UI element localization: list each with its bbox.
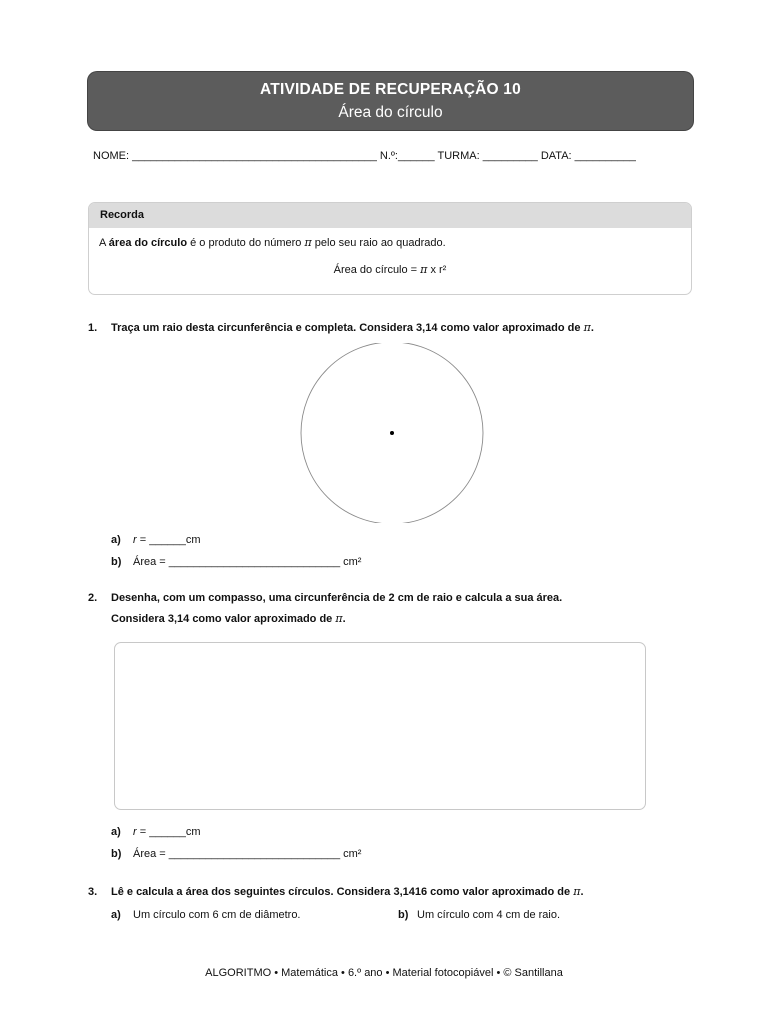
page-footer: ALGORITMO • Matemática • 6.º ano • Material fotocopiável • © Santillana bbox=[205, 967, 563, 979]
recall-text-pre: A bbox=[99, 237, 109, 249]
formula-post: x r² bbox=[427, 264, 447, 276]
recall-heading: Recorda bbox=[89, 203, 691, 228]
circumference-figure bbox=[296, 343, 486, 523]
question-end: . bbox=[580, 886, 584, 898]
recall-definition bbox=[99, 236, 446, 249]
answer-blank: = ______cm bbox=[136, 534, 201, 546]
q2-answer-b bbox=[111, 848, 361, 860]
question-text: Considera 3,14 como valor aproximado de bbox=[111, 613, 336, 625]
question-text: Desenha, com um compasso, uma circunferência de 2 cm de raio e calcula a sua área. bbox=[111, 592, 563, 604]
pi-symbol: π bbox=[420, 263, 428, 276]
pi-symbol: π bbox=[304, 236, 312, 249]
q3-item-a bbox=[111, 909, 301, 921]
item-label: b) bbox=[398, 909, 409, 921]
question-text: Traça um raio desta circunferência e completa. Considera 3,14 como valor aproximado de bbox=[111, 322, 584, 334]
answer-label: a) bbox=[111, 826, 121, 838]
answer-blank: = ______cm bbox=[136, 826, 201, 838]
answer-blank: Área = ____________________________ cm² bbox=[133, 556, 362, 568]
question-2-line2 bbox=[111, 612, 346, 625]
question-number: 1. bbox=[88, 322, 98, 334]
answer-label: b) bbox=[111, 848, 122, 860]
question-end: . bbox=[590, 322, 594, 334]
q1-answer-b bbox=[111, 556, 361, 568]
recall-text-mid: é o produto do número bbox=[187, 237, 305, 249]
item-text: Um círculo com 6 cm de diâmetro. bbox=[133, 909, 301, 921]
worksheet-header bbox=[88, 72, 693, 130]
question-1 bbox=[88, 321, 594, 334]
student-info-fields bbox=[93, 150, 693, 162]
recall-text-bold: área do círculo bbox=[108, 237, 188, 249]
question-number: 2. bbox=[88, 592, 98, 604]
center-point bbox=[390, 431, 394, 435]
question-2 bbox=[88, 592, 562, 604]
item-label: a) bbox=[111, 909, 121, 921]
radius-variable: r bbox=[133, 534, 137, 546]
pi-symbol: π bbox=[583, 321, 591, 334]
question-3 bbox=[88, 885, 584, 898]
q1-answer-a bbox=[111, 534, 201, 546]
question-number: 3. bbox=[88, 886, 98, 898]
formula-pre: Área do círculo = bbox=[333, 264, 421, 276]
item-text: Um círculo com 4 cm de raio. bbox=[417, 909, 561, 921]
student-info-line: NOME: ________________________________________ N.º:______ TURMA: _________ DATA: __________ bbox=[93, 150, 636, 162]
answer-label: a) bbox=[111, 534, 121, 546]
worksheet-title: ATIVIDADE DE RECUPERAÇÃO 10 bbox=[260, 81, 521, 98]
area-formula bbox=[89, 263, 691, 276]
pi-symbol: π bbox=[335, 612, 343, 625]
recall-box bbox=[88, 202, 692, 295]
q3-item-b bbox=[398, 909, 560, 921]
question-text: Lê e calcula a área dos seguintes círculos. Considera 3,1416 como valor aproximado de bbox=[111, 886, 574, 898]
answer-blank: Área = ____________________________ cm² bbox=[133, 848, 362, 860]
pi-symbol: π bbox=[573, 885, 581, 898]
radius-variable: r bbox=[133, 826, 137, 838]
question-end: . bbox=[342, 613, 346, 625]
answer-label: b) bbox=[111, 556, 122, 568]
drawing-area bbox=[114, 642, 646, 810]
recall-text-post: pelo seu raio ao quadrado. bbox=[311, 237, 446, 249]
worksheet-subtitle: Área do círculo bbox=[338, 104, 443, 121]
q2-answer-a bbox=[111, 826, 201, 838]
